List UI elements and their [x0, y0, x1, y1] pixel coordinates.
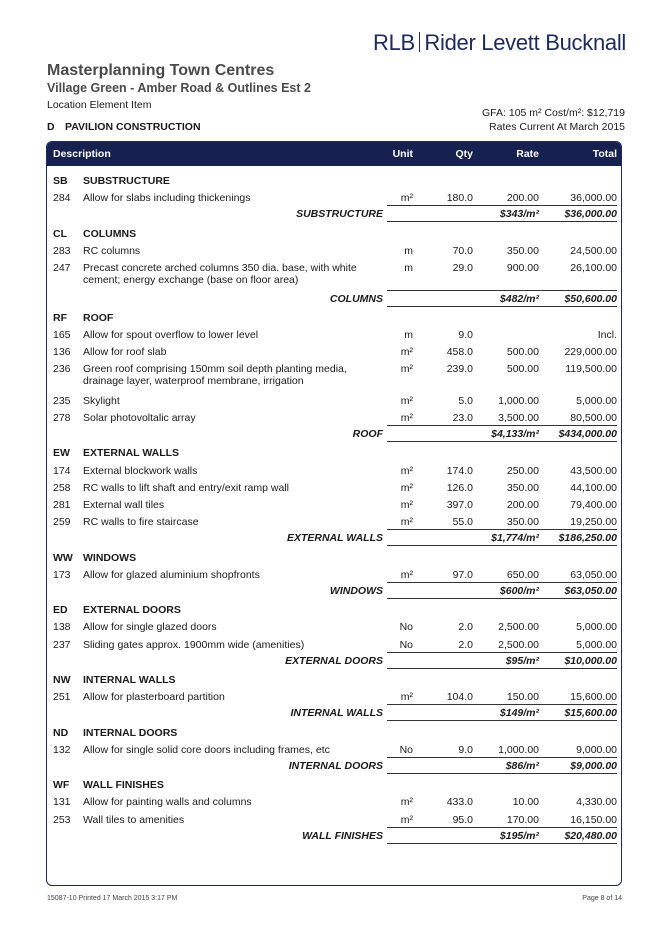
item-description: RC walls to fire staircase [83, 516, 199, 529]
item-qty: 2.0 [458, 638, 473, 651]
group-name: EXTERNAL WALLS [83, 447, 180, 460]
subtotal-total: $186,250.00 [558, 532, 617, 545]
subtotal-rule-top [387, 529, 617, 530]
item-rate: 200.00 [506, 192, 539, 205]
subtotal-rule-bottom [387, 441, 617, 442]
group-code: NW [53, 674, 71, 686]
item-qty: 55.0 [452, 516, 473, 529]
item-total: 43,500.00 [570, 464, 617, 477]
group-code: CL [53, 227, 67, 240]
item-rate: 2,500.00 [498, 621, 539, 634]
item-total: 5,000.00 [576, 394, 617, 407]
subtotal-label: INTERNAL WALLS [290, 707, 383, 720]
item-code: 258 [53, 481, 71, 494]
subtotal-rule-bottom [387, 221, 617, 222]
item-description: Allow for slabs including thickenings [83, 192, 251, 205]
item-description: External blockwork walls [83, 464, 198, 477]
subtotal-total: $434,000.00 [558, 428, 617, 441]
item-qty: 95.0 [452, 813, 473, 826]
item-total: 16,150.00 [570, 813, 617, 826]
item-rate: 170.00 [506, 813, 539, 826]
item-unit: m² [400, 464, 413, 477]
subtotal-label: COLUMNS [329, 292, 383, 305]
section-heading [47, 121, 201, 133]
item-qty: 29.0 [452, 262, 473, 274]
item-total: 4,330.00 [576, 796, 617, 809]
logo-name: Rider Levett Bucknall [424, 30, 626, 55]
item-unit: m² [400, 346, 413, 359]
item-total: 63,050.00 [570, 568, 617, 581]
subtotal-total: $50,600.00 [564, 292, 617, 305]
page-title: Masterplanning Town Centres [47, 62, 275, 79]
item-total: 5,000.00 [576, 621, 617, 634]
item-code: 251 [53, 691, 71, 704]
item-total: 44,100.00 [570, 481, 617, 494]
subtotal-label: ROOF [352, 428, 383, 441]
subtotal-rate: $343/m² [499, 208, 539, 221]
item-total: 19,250.00 [570, 516, 617, 529]
item-rate: 200.00 [506, 499, 539, 511]
item-rate: 1,000.00 [498, 394, 539, 407]
item-description: Precast concrete arched columns 350 dia. base, with white cement; energy exchange (base on floor area) [83, 262, 357, 286]
subtotal-rule-top [387, 582, 617, 583]
subtotal-label: WINDOWS [329, 585, 383, 597]
subtotal-rule-bottom [387, 773, 617, 774]
subtotal-rule-top [387, 757, 617, 758]
item-unit: m² [400, 394, 413, 407]
item-description: Allow for plasterboard partition [83, 691, 225, 704]
item-description: External wall tiles [83, 499, 165, 511]
subtotal-label: EXTERNAL WALLS [286, 532, 383, 545]
subtotal-total: $10,000.00 [564, 654, 617, 667]
logo-separator [419, 32, 421, 52]
item-unit: No [399, 621, 413, 634]
item-rate: 350.00 [506, 244, 539, 257]
item-unit: No [399, 743, 413, 756]
item-qty: 70.0 [452, 244, 473, 257]
item-total: 80,500.00 [570, 412, 617, 424]
group-code: SB [53, 175, 68, 187]
subtotal-rate: $86/m² [505, 760, 539, 772]
item-code: 236 [53, 363, 71, 376]
group-code: EW [53, 447, 70, 460]
item-unit: m² [400, 481, 413, 494]
header-total: Total [592, 148, 617, 160]
subtotal-total: $20,480.00 [564, 829, 617, 842]
item-code: 138 [53, 621, 71, 634]
item-qty: 458.0 [446, 346, 473, 359]
subtotal-rate: $4,133/m² [491, 428, 539, 441]
item-code: 259 [53, 516, 71, 529]
item-unit: m² [400, 796, 413, 809]
subtotal-rule-top [387, 425, 617, 426]
group-name: INTERNAL WALLS [83, 674, 176, 686]
group-name: ROOF [83, 311, 114, 324]
group-code: RF [53, 311, 67, 324]
subtotal-rule-bottom [387, 306, 617, 307]
cost-table [46, 141, 622, 886]
group-name: SUBSTRUCTURE [83, 175, 170, 187]
item-rate: 10.00 [512, 796, 539, 809]
item-unit: m² [400, 412, 413, 424]
item-unit: m² [400, 499, 413, 511]
item-total: 26,100.00 [570, 262, 617, 274]
item-rate: 1,000.00 [498, 743, 539, 756]
item-total: 79,400.00 [570, 499, 617, 511]
item-unit: m² [400, 192, 413, 205]
item-rate: 3,500.00 [498, 412, 539, 424]
item-unit: m [404, 328, 413, 341]
item-unit: m² [400, 516, 413, 529]
item-rate: 900.00 [506, 262, 539, 274]
subtotal-rule-bottom [387, 598, 617, 599]
group-code: WF [53, 779, 70, 792]
item-qty: 239.0 [446, 363, 473, 376]
item-qty: 104.0 [446, 691, 473, 704]
item-code: 253 [53, 813, 71, 826]
page-subtitle: Village Green - Amber Road & Outlines Est 2 [47, 81, 311, 95]
subtotal-rate: $195/m² [499, 829, 539, 842]
group-name: INTERNAL DOORS [83, 726, 178, 739]
item-qty: 5.0 [458, 394, 473, 407]
item-description: Solar photovoltalic array [83, 412, 196, 424]
item-description: Allow for roof slab [83, 346, 167, 359]
item-total: 15,600.00 [570, 691, 617, 704]
item-qty: 97.0 [452, 568, 473, 581]
item-description: Allow for spout overflow to lower level [83, 328, 259, 341]
item-qty: 180.0 [446, 192, 473, 205]
subtotal-label: SUBSTRUCTURE [296, 208, 383, 221]
item-unit: m² [400, 691, 413, 704]
item-code: 247 [53, 262, 71, 274]
footer-print-info: 15087-10 Printed 17 March 2015 3:17 PM [47, 895, 178, 902]
rates-current: Rates Current At March 2015 [489, 121, 625, 133]
rlb-logo [373, 30, 626, 56]
group-code: ND [53, 726, 69, 739]
item-description: Allow for single solid core doors including frames, etc [83, 743, 330, 756]
item-code: 235 [53, 394, 71, 407]
item-code: 131 [53, 796, 71, 809]
subtotal-rule-bottom [387, 843, 617, 844]
item-code: 136 [53, 346, 71, 359]
subtotal-rule-bottom [387, 668, 617, 669]
item-rate: 2,500.00 [498, 638, 539, 651]
item-code: 237 [53, 638, 71, 651]
item-code: 284 [53, 192, 71, 205]
subtotal-total: $15,600.00 [564, 707, 617, 720]
item-description: Allow for single glazed doors [83, 621, 217, 634]
item-rate: 150.00 [506, 691, 539, 704]
item-description: Sliding gates approx. 1900mm wide (amenities) [83, 638, 305, 651]
item-total: 5,000.00 [576, 638, 617, 651]
subtotal-rule-top [387, 704, 617, 705]
section-name: PAVILION CONSTRUCTION [65, 121, 201, 133]
item-qty: 126.0 [446, 481, 473, 494]
item-code: 283 [53, 244, 71, 257]
subtotal-label: INTERNAL DOORS [288, 760, 383, 772]
subtotal-rate: $95/m² [505, 654, 539, 667]
item-total: Incl. [597, 328, 617, 341]
item-code: 174 [53, 464, 71, 477]
item-total: 9,000.00 [576, 743, 617, 756]
subtotal-rule-bottom [387, 720, 617, 721]
group-name: EXTERNAL DOORS [83, 604, 181, 617]
header-rate: Rate [516, 148, 539, 160]
section-code: D [47, 121, 55, 133]
subtotal-rule-top [387, 652, 617, 653]
subtotal-total: $36,000.00 [564, 208, 617, 221]
item-unit: m² [400, 568, 413, 581]
subtotal-rule-top [387, 290, 617, 291]
subtotal-label: EXTERNAL DOORS [285, 654, 383, 667]
subtotal-rate: $600/m² [499, 585, 539, 597]
item-rate: 500.00 [506, 346, 539, 359]
group-name: COLUMNS [83, 227, 137, 240]
subtotal-rule-bottom [387, 545, 617, 546]
subtotal-rate: $1,774/m² [491, 532, 539, 545]
item-total: 119,500.00 [565, 363, 617, 376]
item-qty: 174.0 [446, 464, 473, 477]
subtotal-rule-top [387, 205, 617, 206]
item-rate: 350.00 [506, 481, 539, 494]
footer-page-number: Page 8 of 14 [582, 895, 622, 902]
item-description: RC walls to lift shaft and entry/exit ramp wall [83, 481, 289, 494]
item-code: 173 [53, 568, 71, 581]
subtotal-rule-top [387, 827, 617, 828]
item-unit: m² [400, 363, 413, 376]
header-description: Description [53, 148, 111, 160]
item-unit: m [404, 244, 413, 257]
item-unit: No [399, 638, 413, 651]
group-name: WINDOWS [83, 551, 137, 564]
item-description: Skylight [83, 394, 120, 407]
item-total: 24,500.00 [570, 244, 617, 257]
item-qty: 23.0 [452, 412, 473, 424]
group-name: WALL FINISHES [83, 779, 164, 792]
item-description: Allow for painting walls and columns [83, 796, 252, 809]
item-rate: 250.00 [506, 464, 539, 477]
location-label: Location Element Item [47, 99, 152, 111]
item-description: Green roof comprising 150mm soil depth planting media, drainage layer, waterproof membrane, irrigation [83, 363, 347, 388]
item-description: Allow for glazed aluminium shopfronts [83, 568, 260, 581]
item-code: 281 [53, 499, 71, 511]
item-unit: m [404, 262, 413, 274]
item-total: 36,000.00 [570, 192, 617, 205]
item-code: 165 [53, 328, 71, 341]
item-qty: 2.0 [458, 621, 473, 634]
item-code: 132 [53, 743, 71, 756]
logo-initials: RLB [373, 30, 415, 55]
item-description: RC columns [83, 244, 141, 257]
item-rate: 350.00 [506, 516, 539, 529]
item-rate: 650.00 [506, 568, 539, 581]
item-qty: 9.0 [458, 328, 473, 341]
subtotal-total: $63,050.00 [564, 585, 617, 597]
item-description: Wall tiles to amenities [83, 813, 185, 826]
subtotal-total: $9,000.00 [570, 760, 617, 772]
subtotal-rate: $482/m² [499, 292, 539, 305]
item-qty: 433.0 [446, 796, 473, 809]
item-qty: 397.0 [446, 499, 473, 511]
item-rate: 500.00 [506, 363, 539, 376]
gfa-cost-summary: GFA: 105 m² Cost/m²: $12,719 [482, 107, 625, 119]
header-unit: Unit [392, 148, 413, 160]
group-code: WW [53, 551, 73, 564]
item-code: 278 [53, 412, 71, 424]
subtotal-rate: $149/m² [499, 707, 539, 720]
item-qty: 9.0 [458, 743, 473, 756]
header-qty: Qty [455, 148, 473, 160]
group-code: ED [53, 604, 68, 617]
table-header [47, 142, 621, 166]
item-total: 229,000.00 [564, 346, 617, 359]
subtotal-label: WALL FINISHES [302, 829, 383, 842]
item-unit: m² [400, 813, 413, 826]
